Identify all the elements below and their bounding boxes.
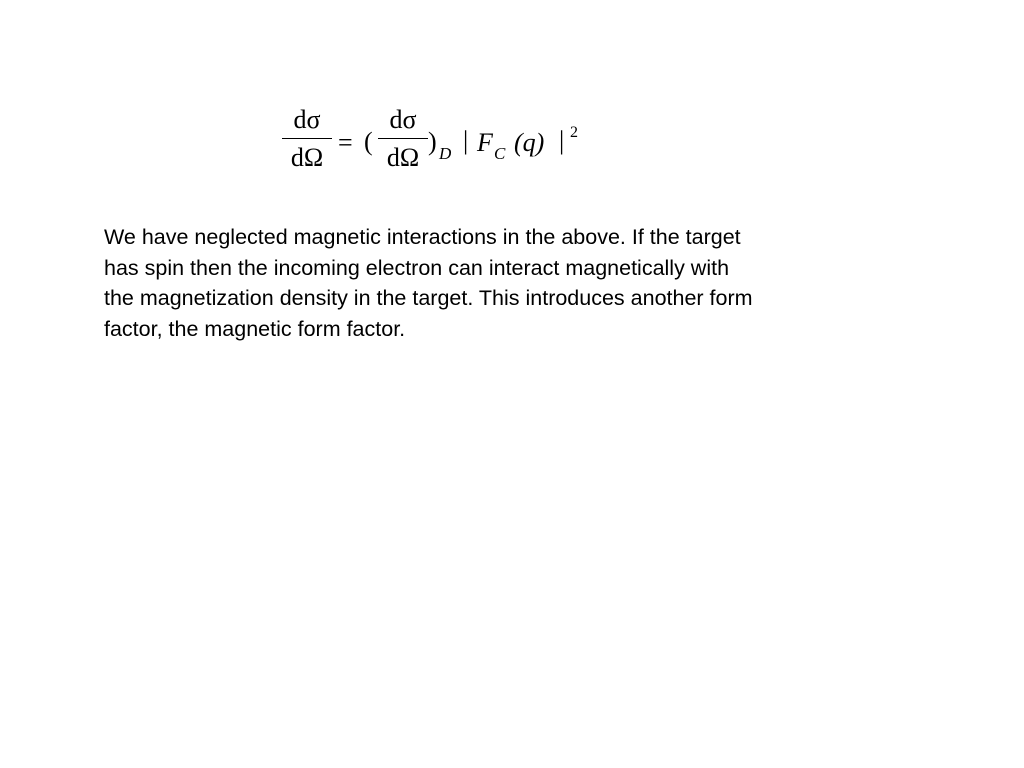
open-paren: ( [364, 127, 373, 156]
lhs-fraction-bar [282, 138, 332, 139]
exponent-two: 2 [570, 124, 578, 141]
form-factor-symbol: F [477, 128, 493, 157]
form-factor-subscript: C [494, 144, 506, 163]
subscript-d: D [439, 144, 452, 163]
lhs-fraction [282, 106, 332, 172]
cross-section-equation [280, 100, 600, 190]
rhs-fraction [378, 106, 428, 172]
equals-sign: = [338, 128, 353, 157]
form-factor-argument: (q) [514, 128, 545, 157]
rhs-fraction-bar [378, 138, 428, 139]
body-paragraph: We have neglected magnetic interactions in the above. If the target has spin then the incoming electron can interact magnetically with the magnetization density in the target. This introduces another form factor, the magnetic form factor. [104, 225, 753, 341]
lhs-denominator: dΩ [290, 143, 324, 172]
rhs-numerator: dσ [389, 105, 417, 134]
lhs-numerator: dσ [293, 105, 321, 134]
rhs-denominator: dΩ [386, 143, 420, 172]
abs-bar-close: | [559, 126, 565, 155]
abs-bar-open: | [463, 126, 469, 155]
close-paren: ) [428, 127, 437, 156]
